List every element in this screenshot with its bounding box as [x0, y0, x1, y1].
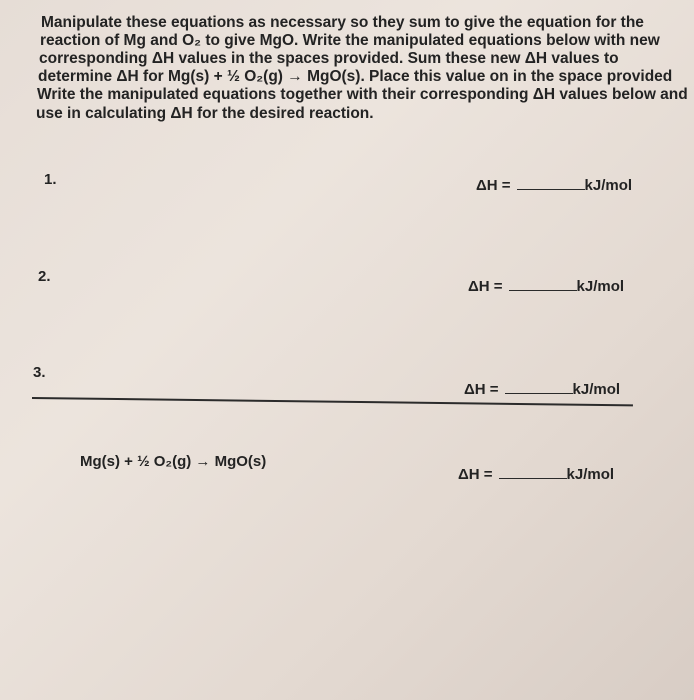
item-2-unit: kJ/mol	[576, 278, 625, 295]
item-2-number: 2.	[38, 268, 51, 285]
item-3-dh-blank[interactable]	[505, 381, 573, 394]
item-1-dh	[476, 177, 632, 194]
item-1-dh-blank[interactable]	[517, 177, 585, 190]
target-dh-blank[interactable]	[499, 466, 567, 479]
instruction-line-2: reaction of Mg and O₂ to give MgO. Write the manipulated equations below with new	[40, 32, 660, 49]
item-1-unit: kJ/mol	[584, 177, 633, 194]
item-3-unit: kJ/mol	[572, 381, 621, 398]
item-3-dh-label: ΔH =	[464, 381, 499, 398]
instruction-line-3: corresponding ΔH values in the spaces provided. Sum these new ΔH values to	[39, 50, 619, 67]
instruction-line-5: Write the manipulated equations together with their corresponding ΔH values below and	[37, 86, 688, 103]
item-3-number: 3.	[33, 364, 46, 381]
item-2-dh-label: ΔH =	[468, 278, 503, 295]
target-dh	[458, 466, 614, 483]
item-1-dh-label: ΔH =	[476, 177, 511, 194]
target-reaction: Mg(s) + ½ O₂(g) → MgO(s)	[80, 453, 267, 470]
item-1-number: 1.	[44, 171, 57, 188]
item-2-dh-blank[interactable]	[509, 278, 577, 291]
instruction-line-4: determine ΔH for Mg(s) + ½ O₂(g) → MgO(s). Place this value on in the space provided	[38, 68, 673, 85]
item-3-dh	[464, 381, 620, 398]
target-dh-label: ΔH =	[458, 466, 493, 483]
instruction-line-1: Manipulate these equations as necessary so they sum to give the equation for the	[41, 14, 644, 31]
item-2-dh	[468, 278, 624, 295]
sum-divider-line	[32, 397, 633, 406]
instruction-line-6: use in calculating ΔH for the desired reaction.	[36, 105, 374, 122]
target-unit: kJ/mol	[566, 466, 615, 483]
